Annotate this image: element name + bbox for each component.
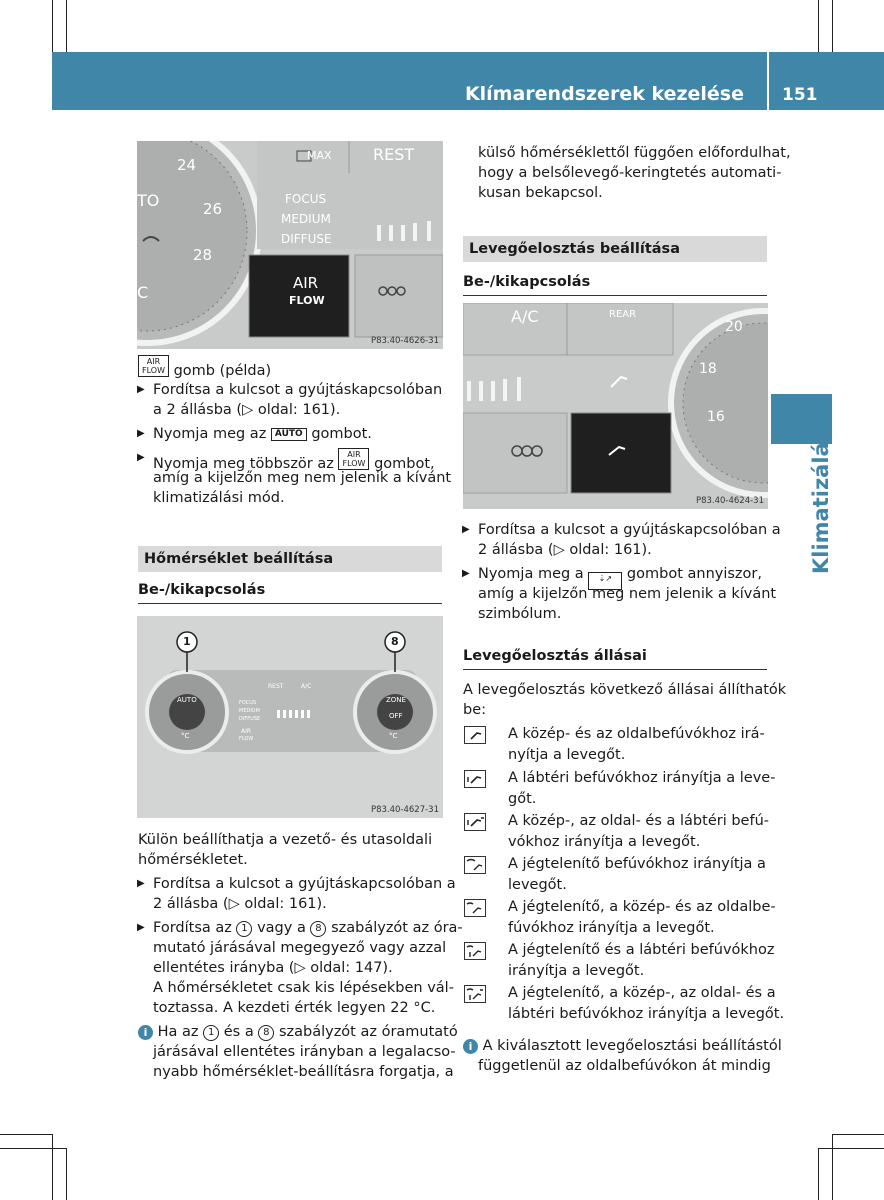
- list-item: A közép- és az oldalbefúvókhoz irá- nyítja a levegőt.: [508, 726, 765, 763]
- crop-mark: [66, 0, 67, 52]
- fig2-label-diffuse: DIFFUSE: [239, 716, 261, 722]
- list-item: ▶ Fordítsa az 1 vagy a 8 szabályzót az óra-: [153, 918, 463, 939]
- air-flow-key-icon: AIR FLOW: [138, 355, 169, 377]
- fig1-label-max: MAX: [307, 149, 332, 162]
- list-item: A jégtelenítő, a közép-, az oldal- és a lábtéri befúvókhoz irányítja a levegőt.: [508, 985, 785, 1022]
- fig2-label-ac: A/C: [301, 683, 312, 690]
- fig2-label-off: OFF: [389, 712, 403, 720]
- crop-mark: [832, 1134, 884, 1135]
- air-to-defrost-icon: [464, 856, 486, 874]
- figure-caption: P83.40-4627-31: [370, 805, 439, 815]
- figure-caption: P83.40-4626-31: [370, 336, 439, 346]
- list-item: A jégtelenítő befúvókhoz irányítja a levegőt.: [508, 856, 766, 893]
- fig1-label-to: TO: [137, 191, 160, 210]
- air-to-all-outlets-icon: [464, 985, 486, 1003]
- air-flow-key-icon: AIR FLOW: [338, 448, 369, 470]
- fig2-label-rest: REST: [268, 683, 284, 690]
- callout-8: 8: [391, 635, 399, 648]
- fig1-label-26: 26: [203, 200, 223, 218]
- crop-mark: [832, 0, 833, 52]
- page-title: Klímarendszerek kezelése: [464, 83, 744, 105]
- fig2-label-auto: AUTO: [177, 696, 197, 704]
- section-heading: Levegőelosztás beállítása: [463, 236, 767, 262]
- fig1-label-rest: REST: [373, 145, 415, 164]
- crop-mark: [52, 0, 53, 52]
- callout-1-icon: 1: [203, 1025, 219, 1041]
- callout-1-icon: 1: [236, 921, 252, 937]
- crop-mark: [832, 1134, 833, 1200]
- fig2-label-air: AIR: [241, 728, 252, 735]
- fig1-label-24: 24: [177, 156, 197, 174]
- fig3-label-ac: A/C: [511, 307, 539, 326]
- figure-air-distribution-button: [463, 303, 768, 509]
- figure-illustration: [463, 303, 768, 509]
- header-separator: [767, 52, 769, 110]
- figure-air-flow-button: [137, 141, 443, 349]
- fig1-label-focus: FOCUS: [285, 192, 327, 206]
- air-to-footwell-icon: [464, 770, 486, 788]
- callout-1: 1: [183, 635, 191, 648]
- figure-temperature-controls: [137, 616, 443, 818]
- list-item: ▶ Fordítsa a kulcsot a gyújtáskapcsolóban a: [153, 874, 456, 895]
- fig3-label-rear: REAR: [609, 309, 637, 320]
- list-item: A lábtéri befúvókhoz irányítja a leve- gőt.: [508, 770, 776, 807]
- fig2-label-flow: FLOW: [239, 736, 254, 742]
- air-to-defrost-footwell-icon: [464, 942, 486, 960]
- list-item: ▶ Nyomja meg a ⇣↗ gombot annyiszor,: [478, 564, 762, 590]
- subsection-heading: Be-/kikapcsolás: [138, 580, 442, 604]
- list-item: A közép-, az oldal- és a lábtéri befú- vókhoz irányítja a levegőt.: [508, 813, 769, 850]
- fig1-label-diffuse: DIFFUSE: [281, 232, 332, 246]
- fig2-label-zone: ZONE: [386, 696, 406, 704]
- list-item: A jégtelenítő és a lábtéri befúvókhoz irányítja a levegőt.: [508, 942, 775, 979]
- fig1-label-flow: FLOW: [289, 294, 325, 307]
- callout-8-icon: 8: [258, 1025, 274, 1041]
- crop-mark: [0, 1134, 52, 1135]
- section-heading: Hőmérséklet beállítása: [138, 546, 442, 572]
- fig2-label-degc-r: °C: [389, 732, 398, 740]
- list-item: A jégtelenítő, a közép- és az oldalbe- fúvókhoz irányítja a levegőt.: [508, 899, 776, 936]
- list-item: ▶ Nyomja meg az AUTO gombot.: [153, 424, 372, 445]
- figure-caption: P83.40-4624-31: [695, 496, 764, 506]
- list-item: ▶ Fordítsa a kulcsot a gyújtáskapcsolóban: [153, 380, 442, 401]
- info-icon: i: [463, 1039, 478, 1054]
- fig2-label-focus: FOCUS: [239, 700, 257, 706]
- crop-mark: [52, 1134, 53, 1200]
- fig1-label-c: C: [137, 283, 149, 302]
- callout-8-icon: 8: [310, 921, 326, 937]
- crop-mark: [818, 1148, 819, 1200]
- fig3-label-20: 20: [725, 319, 743, 335]
- fig2-label-degc-l: °C: [181, 732, 190, 740]
- crop-mark: [818, 0, 819, 52]
- air-to-vents-footwell-icon: [464, 813, 486, 831]
- list-item: ▶ Fordítsa a kulcsot a gyújtáskapcsolóban a: [478, 520, 781, 541]
- crop-mark: [0, 1148, 66, 1149]
- crop-mark: [818, 1148, 884, 1149]
- auto-key-icon: AUTO: [271, 428, 307, 441]
- side-chapter-label: Klimatizálás: [809, 429, 833, 574]
- list-item: ▶ Nyomja meg többször az AIR FLOW gombot,: [153, 448, 435, 475]
- air-to-defrost-vents-icon: [464, 899, 486, 917]
- fig1-label-28: 28: [193, 246, 213, 264]
- crop-mark: [66, 1148, 67, 1200]
- figure-caption-text: gomb (példa): [173, 363, 272, 379]
- page-number: 151: [782, 85, 818, 105]
- fig2-label-medium: MEDIUM: [239, 708, 260, 714]
- info-icon: i: [138, 1025, 153, 1040]
- subsection-heading: Levegőelosztás állásai: [463, 646, 767, 670]
- fig1-label-medium: MEDIUM: [281, 212, 331, 226]
- fig3-label-16: 16: [707, 409, 725, 425]
- air-distribution-key-icon: ⇣↗: [588, 572, 622, 590]
- air-to-vents-icon: [464, 726, 486, 744]
- subsection-heading: Be-/kikapcsolás: [463, 272, 767, 296]
- fig3-label-18: 18: [699, 361, 717, 377]
- fig1-label-air: AIR: [293, 274, 319, 292]
